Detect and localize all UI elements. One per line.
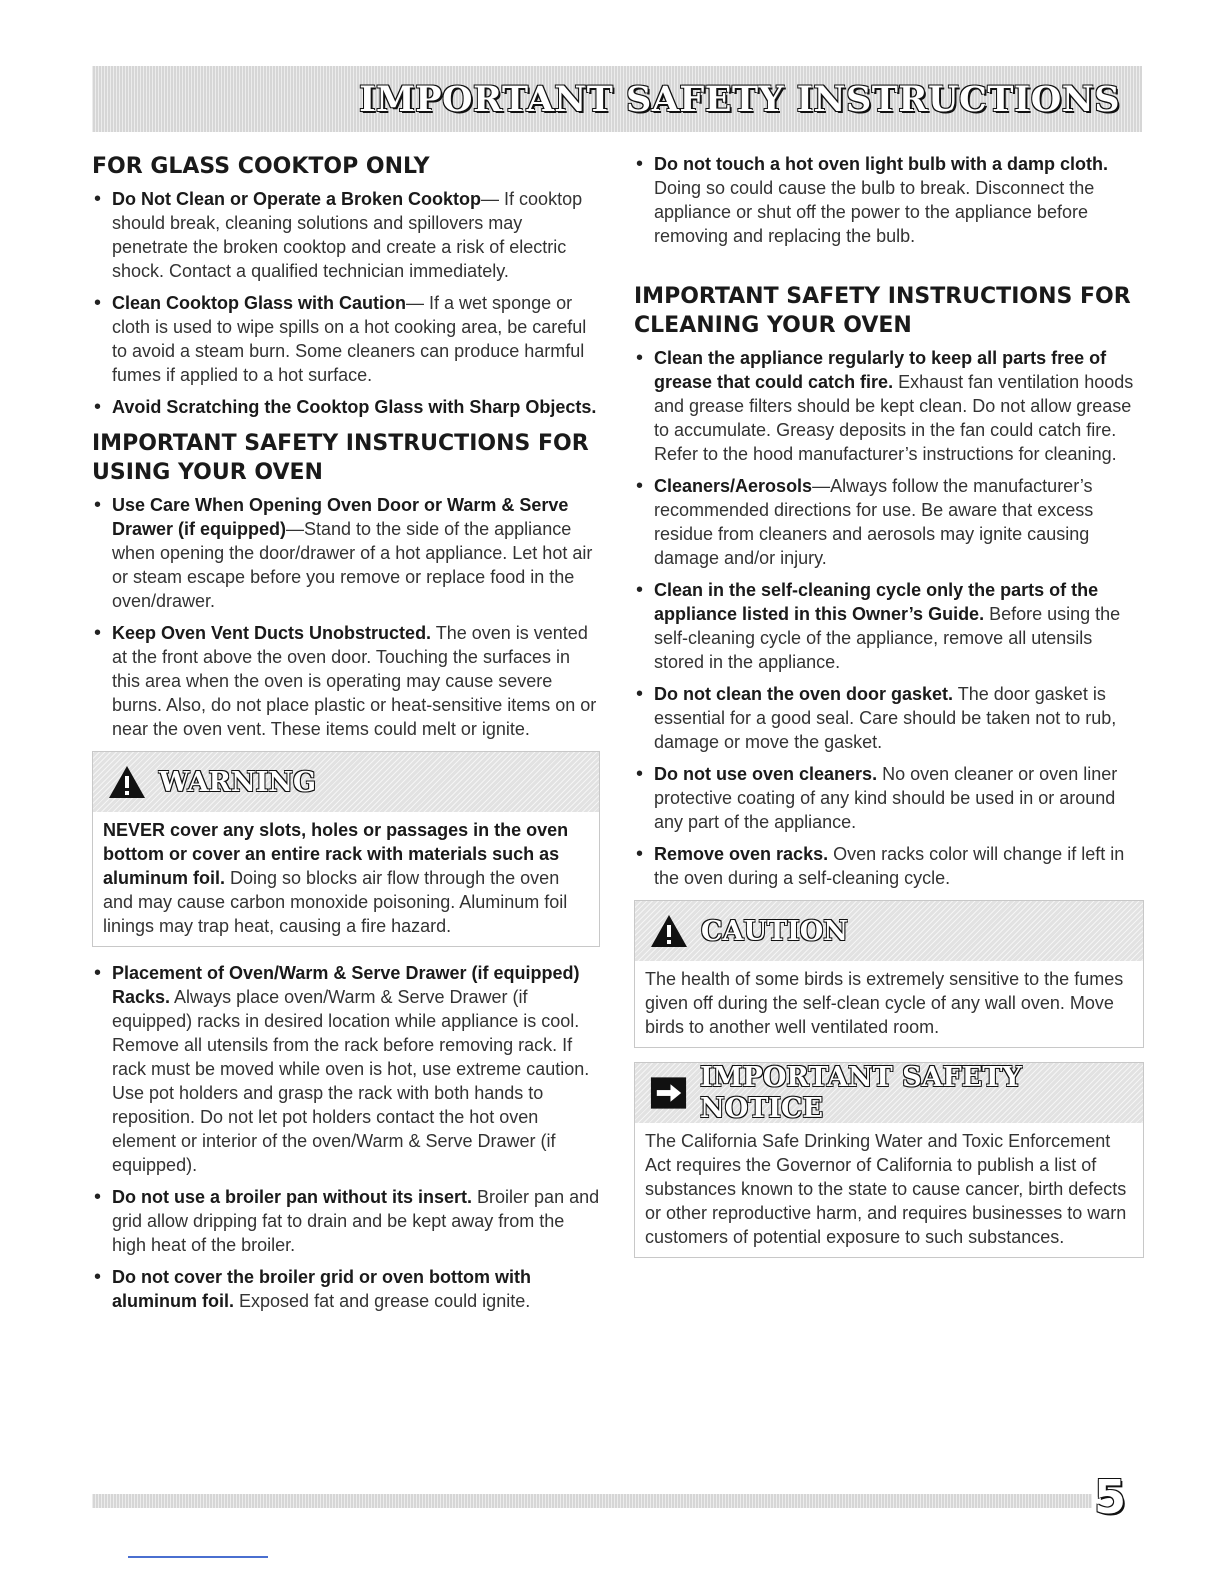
page-title: IMPORTANT SAFETY INSTRUCTIONS (359, 78, 1120, 120)
caution-box (634, 900, 1144, 1048)
list-item: • Do not clean the oven door gasket. The door gasket is essential for a good seal. Care should be taken not to rub, damage or move the gasket. (634, 682, 1144, 754)
caution-header (635, 901, 1143, 961)
safety-notice-text: The California Safe Drinking Water and Toxic Enforcement Act requires the Governor of California to publish a list of substances known to the state to cause cancer, birth defects or other reproductive harm, and requires businesses to warn customers of potential exposure to such substances. (645, 1131, 1127, 1247)
safety-notice-title: IMPORTANT SAFETY NOTICE (700, 1062, 1022, 1124)
list-item: • Use Care When Opening Oven Door or Warm & Serve Drawer (if equipped)—Stand to the side of the appliance when opening the door/drawer of a hot appliance. Let hot air or steam escape before you remove or replace food in the oven/drawer. (92, 493, 600, 613)
caution-title: CAUTION (701, 915, 848, 947)
list-item: • Keep Oven Vent Ducts Unobstructed. The oven is vented at the front above the oven door. Touching the surfaces in this area when the oven is operating may cause severe burns. Also, do not place plastic or heat-sensitive items on or near the oven vent. These items could melt or ignite. (92, 621, 600, 741)
list-item: • Remove oven racks. Oven racks color will change if left in the oven during a self-cleaning cycle. (634, 842, 1144, 890)
list-item: • Do not use a broiler pan without its insert. Broiler pan and grid allow dripping fat to drain and be kept away from the high heat of the broiler. (92, 1185, 600, 1257)
list-item: • Cleaners/Aerosols—Always follow the manufacturer’s recommended directions for use. Be aware that excess residue from cleaners and aerosols may ignite causing damage and/or injury. (634, 474, 1144, 570)
using-oven-heading: IMPORTANT SAFETY INSTRUCTIONS FOR USING YOUR OVEN (92, 431, 589, 485)
caution-text: The health of some birds is extremely sensitive to the fumes given off during the self-clean cycle of any wall oven. Move birds to another well ventilated room. (645, 969, 1124, 1037)
footer-bar (92, 1494, 1092, 1508)
warning-header (93, 752, 599, 812)
warning-text: NEVER cover any slots, holes or passages in the oven bottom or cover an entire rack with materials such as aluminum foil. Doing so blocks air flow through the oven and may cause carbon monoxide poisoning. Aluminum foil linings may trap heat, causing a fire hazard. (103, 820, 569, 936)
light-bulb-list (634, 152, 1144, 248)
list-item: • Clean the appliance regularly to keep all parts free of grease that could catch fire. Exhaust fan ventilation hoods and grease filters should be kept clean. Do not allow grease to accumulate. Greasy deposits in the fan could catch fire. Refer to the hood manufacturer’s instructions for cleaning. (634, 346, 1144, 466)
list-item: • Do Not Clean or Operate a Broken Cooktop— If cooktop should break, cleaning solutions and spillovers may penetrate the broken cooktop and create a risk of electric shock. Contact a qualified technician immediately. (92, 187, 600, 283)
cleaning-oven-heading: IMPORTANT SAFETY INSTRUCTIONS FOR CLEANING YOUR OVEN (634, 284, 1131, 338)
warning-triangle-icon (107, 764, 147, 800)
using-oven-list (92, 493, 600, 741)
glass-cooktop-heading: FOR GLASS COOKTOP ONLY (92, 154, 430, 179)
right-column (634, 152, 1144, 1272)
list-item: • Clean Cooktop Glass with Caution— If a wet sponge or cloth is used to wipe spills on a hot cooking area, be careful to avoid a steam burn. Some cleaners can produce harmful fumes if applied to a hot surface. (92, 291, 600, 387)
left-column (92, 152, 600, 1323)
page-number: 5 (1094, 1470, 1127, 1524)
notice-arrow-icon (649, 1075, 688, 1111)
list-item: • Do not use oven cleaners. No oven cleaner or oven liner protective coating of any kind should be used in or around any part of the appliance. (634, 762, 1144, 834)
list-item: • Clean in the self-cleaning cycle only the parts of the appliance listed in this Owner’s Guide. Before using the self-cleaning cycle of the appliance, remove all utensils stored in the appliance. (634, 578, 1144, 674)
caution-triangle-icon (649, 913, 689, 949)
list-item: • Avoid Scratching the Cooktop Glass with Sharp Objects. (92, 395, 600, 419)
cleaning-oven-list (634, 346, 1144, 890)
list-item: • Placement of Oven/Warm & Serve Drawer (if equipped) Racks. Always place oven/Warm & Serve Drawer (if equipped) racks in desired location while appliance is cool. Remove all utensils from the rack before removing rack. If rack must be moved while oven is hot, use extreme caution. Use pot holders and grasp the rack with both hands to reposition. Do not let pot holders contact the hot oven element or interior of the oven/Warm & Serve Drawer (if equipped). (92, 961, 600, 1177)
list-item: • Do not cover the broiler grid or oven bottom with aluminum foil. Exposed fat and grease could ignite. (92, 1265, 600, 1313)
safety-notice-box (634, 1062, 1144, 1258)
spacer (634, 258, 1144, 282)
decorative-underline (128, 1556, 268, 1558)
safety-notice-header (635, 1063, 1143, 1123)
list-item: • Do not touch a hot oven light bulb with a damp cloth. Doing so could cause the bulb to break. Disconnect the appliance or shut off the power to the appliance before removing and replacing the bulb. (634, 152, 1144, 248)
racks-broiler-list (92, 961, 600, 1313)
warning-box (92, 751, 600, 947)
glass-cooktop-list (92, 187, 600, 419)
header-banner (92, 66, 1142, 132)
warning-title: WARNING (159, 766, 317, 798)
